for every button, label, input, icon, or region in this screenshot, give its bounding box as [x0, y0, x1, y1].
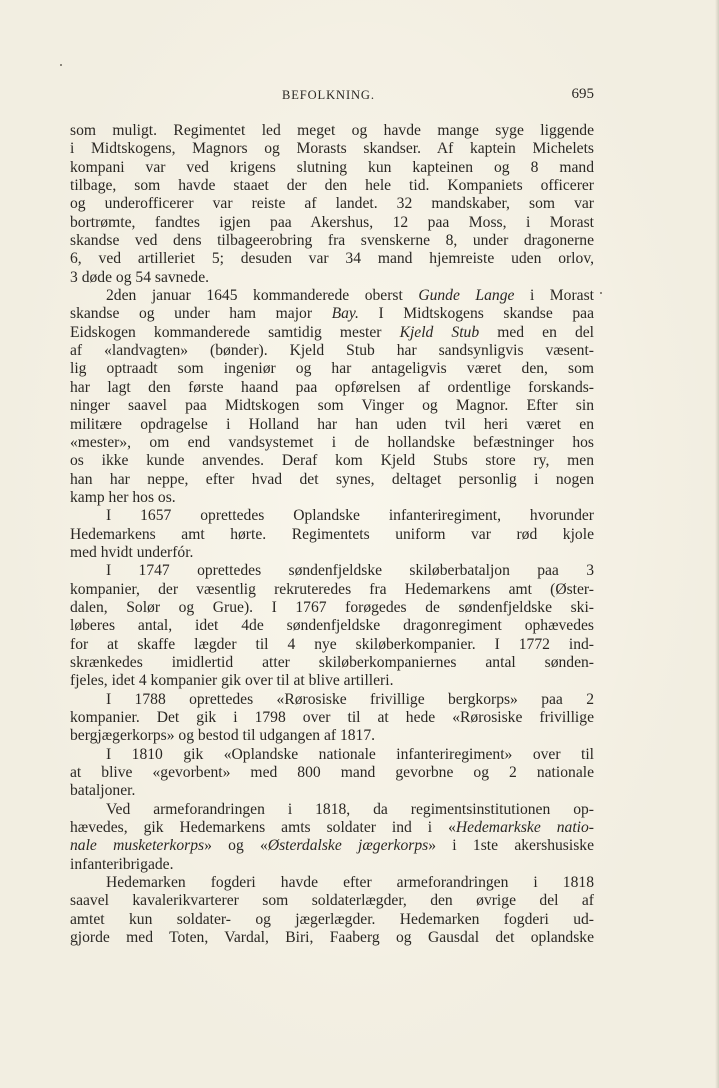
text-run: 2den januar 1645 kommanderede oberst — [106, 287, 419, 305]
text-run: «mester», om end vandsystemet i de hollandske befæstninger hos — [70, 433, 594, 451]
text-run: med hvidt underfór. — [70, 543, 194, 561]
running-head: BEFOLKNING. — [282, 88, 375, 102]
text-run: bataljoner. — [70, 782, 136, 800]
text-run: skandse ved dens tilbageerobring fra svenskerne 8, under dragonerne — [70, 232, 594, 250]
text-line — [70, 856, 594, 874]
italic-text: Bay. — [331, 305, 359, 323]
text-run: amtet kun soldater- og jægerlægder. Hedemarken fogderi ud- — [70, 910, 594, 928]
text-line — [70, 287, 594, 305]
text-run: bergjægerkorps» og bestod til udgangen af 1817. — [70, 727, 376, 745]
text-run: » og « — [204, 837, 268, 855]
text-line — [70, 929, 594, 947]
text-line — [70, 379, 594, 397]
text-line — [70, 617, 594, 635]
text-line — [70, 581, 594, 599]
text-line — [70, 452, 594, 470]
text-run: skrænkedes imidlertid atter skiløberkompaniernes antal sønden- — [70, 653, 594, 671]
text-line — [70, 489, 594, 507]
text-line — [70, 195, 594, 213]
text-line — [70, 269, 594, 287]
text-run: I 1657 oprettedes Oplandske infanteriregiment, hvorunder — [106, 507, 594, 525]
text-run: Hedemarkens amt hørte. Regimentets uniform var rød kjole — [70, 525, 594, 543]
text-run: i Morast — [514, 287, 594, 305]
text-line — [70, 232, 594, 250]
text-run: Eidskogen kommanderede samtidig mester — [70, 323, 400, 341]
text-line — [70, 562, 594, 580]
text-run: I 1810 gik «Oplandske nationale infanteriregiment» over til — [106, 745, 594, 763]
text-line — [70, 746, 594, 764]
text-line — [70, 892, 594, 910]
text-run: Hedemarken fogderi havde efter armeforandringen i 1818 — [106, 874, 594, 892]
text-line — [70, 709, 594, 727]
text-run: med en del — [479, 323, 594, 341]
text-line — [70, 360, 594, 378]
text-line — [70, 801, 594, 819]
text-line — [70, 782, 594, 800]
text-run: i Midtskogens, Magnors og Morasts skandser. Af kaptein Michelets — [70, 140, 594, 158]
text-run: 3 døde og 54 savnede. — [70, 268, 210, 286]
text-line — [70, 727, 594, 745]
text-run: og underofficerer var reiste af landet. 32 mandskaber, som var — [70, 195, 594, 213]
text-run: bortrømte, fandtes igjen paa Akershus, 12 paa Moss, i Morast — [70, 213, 594, 231]
text-line — [70, 819, 594, 837]
text-line — [70, 544, 594, 562]
page-header — [70, 86, 594, 106]
text-line — [70, 416, 594, 434]
text-run: skandse og under ham major — [70, 305, 332, 323]
text-line — [70, 342, 594, 360]
text-run: tilbage, som havde staaet der den hele tid. Kompaniets officerer — [70, 177, 594, 195]
text-run: gjorde med Toten, Vardal, Biri, Faaberg og Gausdal det oplandske — [70, 929, 594, 947]
body-text — [70, 122, 594, 947]
text-run: kamp her hos os. — [70, 488, 176, 506]
text-run: fjeles, idet 4 kompanier gik over til at blive artilleri. — [70, 672, 394, 690]
speck-mark — [600, 292, 602, 294]
text-run: os ikke kunde anvendes. Deraf kom Kjeld Stubs store ry, men — [70, 452, 594, 470]
text-line — [70, 397, 594, 415]
italic-text: nale musketerkorps — [70, 837, 205, 855]
text-run: dalen, Solør og Grue). I 1767 forøgedes de søndenfjeldske ski- — [70, 598, 594, 616]
italic-text: Hedemarkske natio- — [455, 819, 594, 837]
text-line — [70, 177, 594, 195]
text-line — [70, 691, 594, 709]
text-line — [70, 599, 594, 617]
text-line — [70, 471, 594, 489]
text-line — [70, 654, 594, 672]
text-line — [70, 305, 594, 323]
text-run: som muligt. Regimentet led meget og havde mange syge liggende — [70, 122, 594, 139]
text-line — [70, 140, 594, 158]
text-run: kompanier. Det gik i 1798 over til at hede «Rørosiske frivillige — [70, 709, 594, 726]
speck-mark — [60, 64, 62, 66]
text-run: at blive «gevorbent» med 800 mand gevorbne og 2 nationale — [70, 764, 594, 782]
text-line — [70, 507, 594, 525]
text-run: » i 1ste akershusiske — [428, 837, 594, 855]
text-run: saavel kavalerikvarterer som soldaterlægder, den øvrige del af — [70, 892, 594, 910]
text-run: 6, ved artilleriet 5; desuden var 34 mand hjemreiste uden orlov, — [70, 250, 594, 268]
italic-text: Østerdalske jægerkorps — [267, 837, 429, 855]
text-run: hævedes, gik Hedemarkens amts soldater ind i « — [70, 819, 456, 837]
text-run: ninger saavel paa Midtskogen som Vinger og Magnor. Efter sin — [70, 397, 594, 415]
text-line — [70, 434, 594, 452]
text-line — [70, 122, 594, 140]
text-run: Ved armeforandringen i 1818, da regimentsinstitutionen op- — [106, 800, 594, 818]
text-line — [70, 159, 594, 177]
text-run: militære opdragelse i Holland har han uden tvil heri været en — [70, 415, 594, 433]
text-run: af «landvagten» (bønder). Kjeld Stub har sandsynligvis væsent- — [70, 342, 594, 360]
text-run: infanteribrigade. — [70, 855, 174, 873]
text-line — [70, 526, 594, 544]
text-run: kompani var ved krigens slutning kun kapteinen og 8 mand — [70, 158, 594, 176]
text-run: han har neppe, efter hvad det synes, deltaget personlig i nogen — [70, 470, 594, 488]
text-line — [70, 837, 594, 855]
text-run: løberes antal, idet 4de søndenfjeldske dragonregiment ophævedes — [70, 617, 594, 635]
italic-text: Kjeld Stub — [399, 323, 480, 341]
text-run: kompanier, der væsentlig rekruteredes fra Hedemarkens amt (Øster- — [70, 580, 594, 598]
text-run: I 1747 oprettedes søndenfjeldske skiløberbataljon paa 3 — [106, 562, 594, 580]
text-line — [70, 672, 594, 690]
text-run: I Midtskogens skandse paa — [358, 305, 594, 323]
text-line — [70, 324, 594, 342]
text-run: I 1788 oprettedes «Rørosiske frivillige bergkorps» paa 2 — [106, 690, 594, 708]
text-line — [70, 911, 594, 929]
text-line — [70, 764, 594, 782]
page-number: 695 — [571, 86, 594, 102]
text-line — [70, 874, 594, 892]
text-run: lig optraadt som ingeniør og har antageligvis været den, som — [70, 360, 594, 378]
italic-text: Gunde Lange — [418, 287, 515, 305]
text-run: for at skaffe lægder til 4 nye skiløberkompanier. I 1772 ind- — [70, 635, 594, 653]
text-line — [70, 214, 594, 232]
text-line — [70, 250, 594, 268]
text-line — [70, 636, 594, 654]
text-run: har lagt den første haand paa opførelsen af ordentlige forskands- — [70, 378, 594, 396]
